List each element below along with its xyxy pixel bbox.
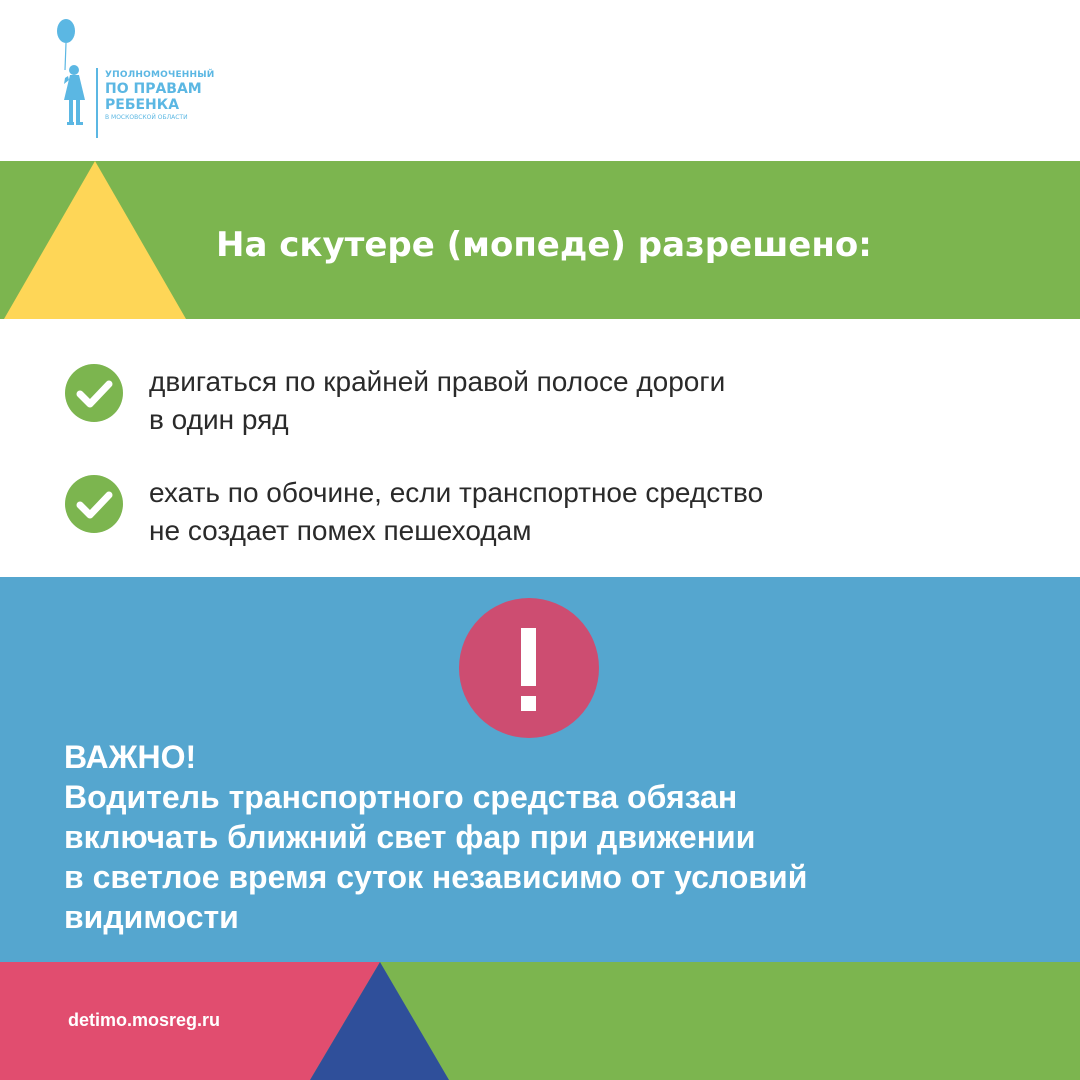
check-icon (64, 474, 124, 534)
important-line: включать ближний свет фар при движении (64, 819, 756, 855)
logo-line2: ПО ПРАВАМ (105, 81, 202, 97)
list-item (64, 474, 1064, 554)
logo-line4: В МОСКОВСКОЙ ОБЛАСТИ (105, 114, 188, 121)
list-item (64, 363, 1064, 443)
header-title: На скутере (мопеде) разрешено: (216, 225, 872, 265)
header-band (0, 161, 1080, 319)
logo (52, 18, 215, 130)
yellow-triangle (0, 161, 200, 319)
item-line2: в один ряд (149, 404, 289, 435)
site-link[interactable]: detimo.mosreg.ru (68, 1010, 221, 1030)
important-line: в светлое время суток независимо от условий (64, 859, 808, 895)
important-line: Водитель транспортного средства обязан (64, 779, 738, 815)
item-line2: не создает помех пешеходам (149, 515, 532, 546)
logo-divider (96, 68, 98, 138)
important-text (64, 737, 807, 937)
important-band (0, 577, 1080, 962)
item-line1: двигаться по крайней правой полосе дороги (149, 366, 726, 397)
important-line: видимости (64, 899, 239, 935)
important-heading: ВАЖНО! (64, 739, 197, 775)
check-icon (64, 363, 124, 423)
logo-line1: УПОЛНОМОЧЕННЫЙ (105, 70, 215, 80)
footer (0, 962, 1080, 1080)
logo-line3: РЕБЕНКА (105, 97, 180, 113)
item-line1: ехать по обочине, если транспортное средство (149, 477, 764, 508)
child-balloon-icon (52, 18, 96, 130)
exclamation-icon (459, 598, 599, 738)
